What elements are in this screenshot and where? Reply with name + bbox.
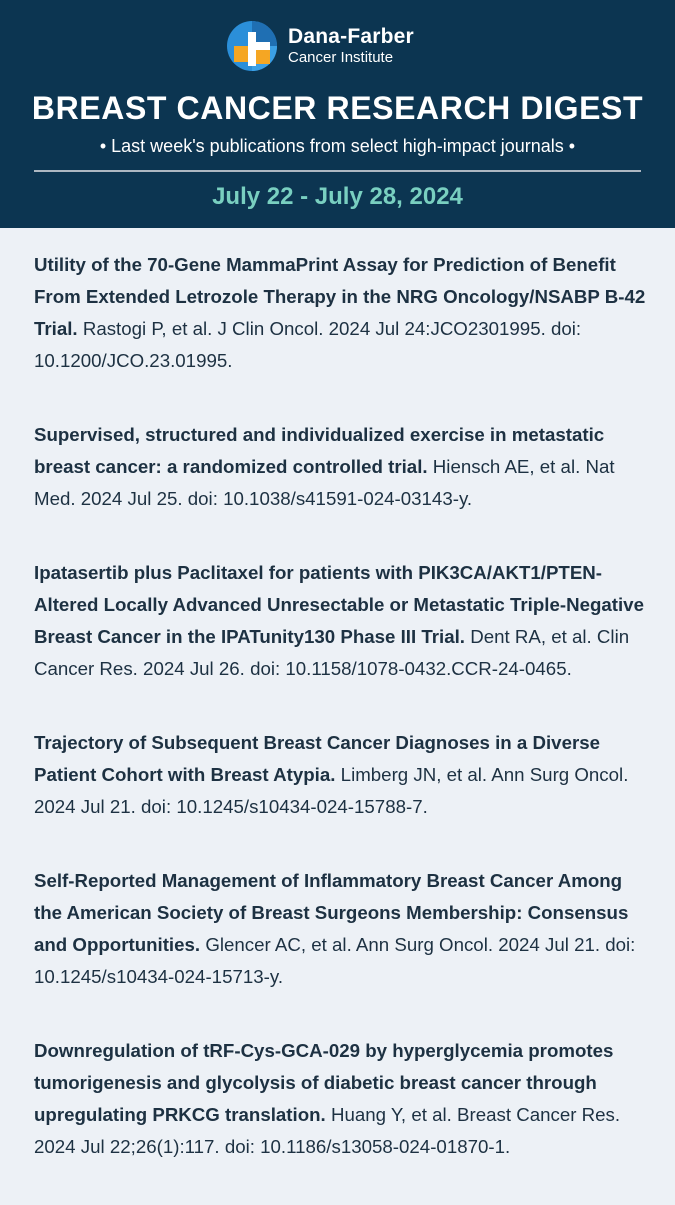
publication-citation: Glencer AC, et al. Ann Surg Oncol. 2024 Jul 21. doi: 10.1245/s10434-024-15713-y. [34, 934, 636, 987]
publication-item [34, 727, 646, 823]
logo-mark-icon [226, 20, 278, 72]
publication-list [34, 249, 646, 1205]
date-range: July 22 - July 28, 2024 [212, 183, 463, 210]
publication-item [34, 249, 646, 377]
logo-name: Dana-Farber [288, 25, 414, 48]
publication-item [34, 419, 646, 515]
publication-title[interactable]: Self-Reported Management of Inflammatory Breast Cancer Among the American Society of Breast Surgeons Membership: Consensus and Opportunities. [34, 870, 629, 955]
digest-title: BREAST CANCER RESEARCH DIGEST [31, 90, 644, 126]
publication-item [34, 865, 646, 993]
publication-title[interactable]: Downregulation of tRF-Cys-GCA-029 by hyperglycemia promotes tumorigenesis and glycolysis of diabetic breast cancer through upregulating PRKCG translation. [34, 1040, 614, 1125]
publication-title[interactable]: Supervised, structured and individualized exercise in metastatic breast cancer: a randomized controlled trial. [34, 424, 605, 477]
publication-citation: Limberg JN, et al. Ann Surg Oncol. 2024 Jul 21. doi: 10.1245/s10434-024-15788-7. [34, 764, 629, 817]
publication-title[interactable]: Utility of the 70-Gene MammaPrint Assay for Prediction of Benefit From Extended Letrozole Therapy in the NRG Oncology/NSABP B-42 Trial. [34, 254, 646, 339]
header-banner [0, 0, 675, 228]
digest-subtitle: • Last week's publications from select high-impact journals • [99, 136, 576, 156]
logo-subtitle: Cancer Institute [288, 49, 394, 66]
publication-title[interactable]: Ipatasertib plus Paclitaxel for patients with PIK3CA/AKT1/PTEN-Altered Locally Advanced Unresectable or Metastatic Triple-Negative Breast Cancer in the IPATunity130 Phase III Trial. [34, 562, 644, 647]
header-divider [34, 170, 641, 172]
publication-item [34, 1035, 646, 1163]
publication-item [34, 557, 646, 685]
dana-farber-logo[interactable] [226, 18, 414, 74]
publication-citation: Dent RA, et al. Clin Cancer Res. 2024 Jul 26. doi: 10.1158/1078-0432.CCR-24-0465. [34, 626, 630, 679]
publication-citation: Rastogi P, et al. J Clin Oncol. 2024 Jul 24:JCO2301995. doi: 10.1200/JCO.23.01995. [34, 318, 582, 371]
publication-title[interactable]: Trajectory of Subsequent Breast Cancer Diagnoses in a Diverse Patient Cohort with Breast Atypia. [34, 732, 601, 785]
publication-citation: Huang Y, et al. Breast Cancer Res. 2024 Jul 22;26(1):117. doi: 10.1186/s13058-024-01870-1. [34, 1104, 621, 1157]
publication-citation: Hiensch AE, et al. Nat Med. 2024 Jul 25. doi: 10.1038/s41591-024-03143-y. [34, 456, 615, 509]
